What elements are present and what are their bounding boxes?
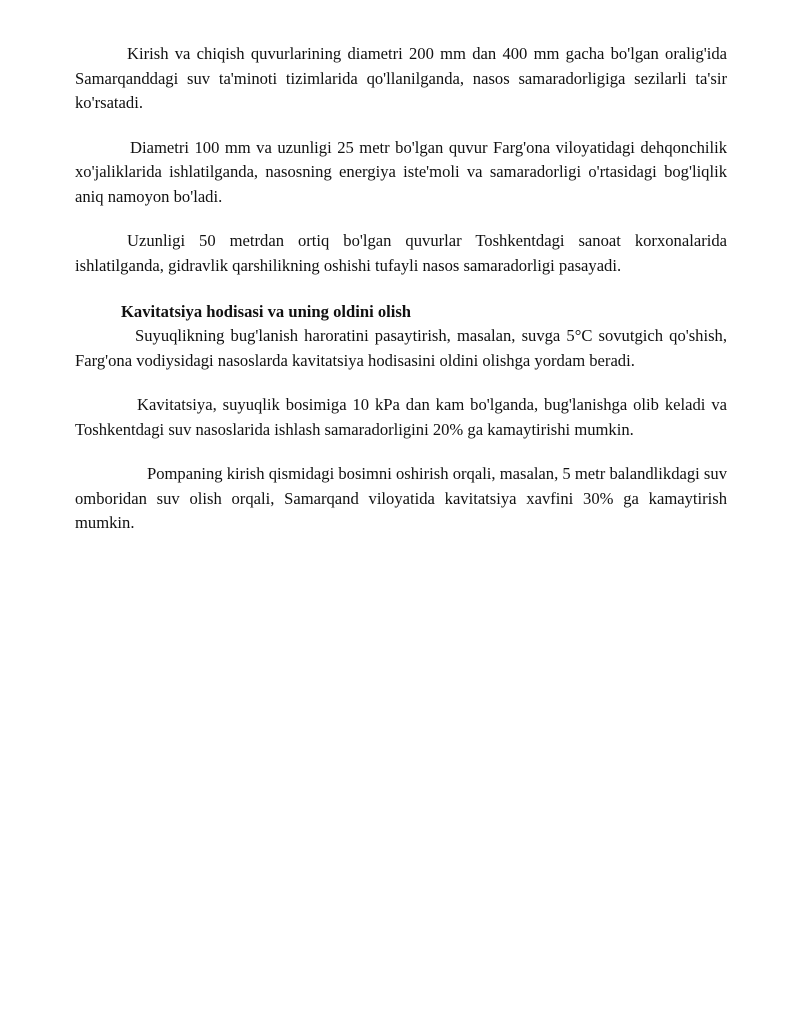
paragraph-pipe-diameter: Kirish va chiqish quvurlarining diametri 200 mm dan 400 mm gacha bo'lgan oralig'ida Samarqanddagi suv ta'minoti tizimlarida qo'llanilganda, nasos samaradorligiga sezilarli ta'sir ko'rsatadi.: [75, 44, 727, 112]
paragraph-cavitation-cooling: Suyuqlikning bug'lanish haroratini pasaytirish, masalan, suvga 5°C sovutgich qo'shish, Farg'ona vodiysidagi nasoslarda kavitatsiya hodisasini oldini olishga yordam beradi.: [75, 326, 727, 370]
section-heading: Kavitatsiya hodisasi va uning oldini olish: [121, 302, 412, 321]
paragraph-pipe-length-fergana: Diametri 100 mm va uzunligi 25 metr bo'lgan quvur Farg'ona viloyatidagi dehqonchilik xo'jaliklarida ishlatilganda, nasosning energiya iste'moli va samaradorligi o'rtasidagi bog'liqlik aniq namoyon bo'ladi.: [75, 137, 727, 206]
paragraph-cavitation-reservoir: Pompaning kirish qismidagi bosimni oshirish orqali, masalan, 5 metr balandlikdagi suv omboridan suv olish orqali, Samarqand viloyatida kavitatsiya xavfini 30% ga kamaytirish mumkin.: [75, 464, 727, 532]
paragraph-pipe-length-tashkent: Uzunligi 50 metrdan ortiq bo'lgan quvurlar Toshkentdagi sanoat korxonalarida ishlatilganda, gidravlik qarshilikning oshishi tufayli nasos samaradorligi pasayadi.: [75, 231, 727, 275]
paragraph-cavitation-pressure: Kavitatsiya, suyuqlik bosimiga 10 kPa dan kam bo'lganda, bug'lanishga olib keladi va Toshkentdagi suv nasoslarida ishlash samaradorligini 20% ga kamaytirishi mumkin.: [75, 395, 727, 439]
